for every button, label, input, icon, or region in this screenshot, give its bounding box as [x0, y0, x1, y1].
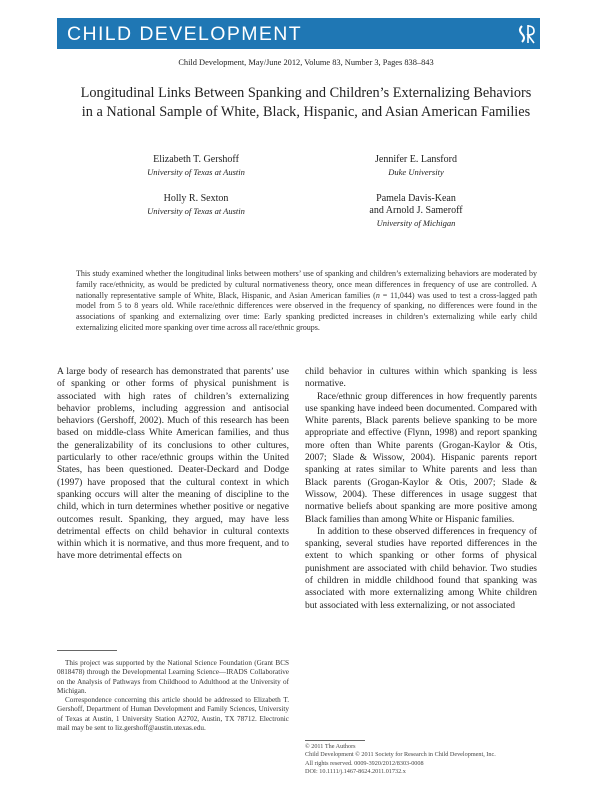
article-title: Longitudinal Links Between Spanking and Children’s Externalizing Behaviors in a National Sample of White, Black, Hispanic, and Asian American Families	[80, 85, 532, 120]
abstract-text: This study examined whether the longitudinal links between mothers’ use of spanking and children’s externalizing behaviors are moderated by family race/ethnicity, as would be predicted by cultural normativeness theory, once mean differences in frequency of use are controlled. A nationally representative sample of White, Black, Hispanic, and Asian American families (	[76, 269, 537, 300]
body-paragraph: Race/ethnic group differences in how frequently parents use spanking have indeed been documented. Compared with White parents, Black parents believe spanking to be more appropriate and effective (Flynn, 1998) and report spanking more often than White parents (Grogan-Kaylor & Otis, 2007; Slade & Wissow, 2004). Hispanic parents report spanking at rates similar to White parents and less than Black parents (Grogan-Kaylor & Otis, 2007; Slade & Wissow, 2004). These differences in usage suggest that normative beliefs about spanking are more positive among Black families than among White or Hispanic families.	[305, 391, 537, 525]
author-affiliation: Duke University	[388, 167, 444, 177]
abstract-n-symbol: n	[375, 290, 380, 300]
body-paragraph: In addition to these observed differences in frequency of spanking, several studies have reported differences in the extent to which spanking or other forms of physical punishment are associated with child behavior. Two studies of children in middle childhood found that spanking was associated with more externalizing among White children but associated with less externalizing, or not associated	[305, 526, 537, 611]
author-block	[96, 193, 296, 217]
copyright-block	[305, 743, 540, 777]
body-column-right	[305, 366, 537, 612]
abstract-text: = 11,044) was used to test a cross-lagged path model from 5 to 8 years old. While race/ethnic differences were observed in the frequency of spanking, no differences were found in the associations of spanking and externalizing over time: Early spanking predicted increases in children’s externalizing while early child externalizing elicited more spanking over time across all race/ethnic groups.	[76, 290, 538, 332]
author-name: and Arnold J. Sameroff	[369, 205, 463, 216]
author-name: Holly R. Sexton	[163, 193, 229, 204]
copyright-line: Child Development © 2011 Society for Research in Child Development, Inc.	[305, 751, 496, 759]
author-name: Jennifer E. Lansford	[375, 154, 457, 165]
footnote-divider	[57, 650, 117, 651]
journal-name: CHILD DEVELOPMENT	[67, 23, 303, 45]
body-column-left	[57, 366, 289, 563]
copyright-divider	[305, 740, 365, 741]
copyright-line: © 2011 The Authors	[305, 743, 356, 750]
author-name: Pamela Davis-Kean	[376, 193, 456, 204]
citation-line: Child Development, May/June 2012, Volume 83, Number 3, Pages 838–843	[178, 58, 434, 67]
footnote-funding: This project was supported by the National Science Foundation (Grant BCS 0818478) through the Developmental Learning Science—IRADS Collaborative on the Analysis of Pathways from Childhood to Adulthood at the University of Michigan.	[57, 659, 289, 695]
footnote-correspondence: Correspondence concerning this article should be addressed to Elizabeth T. Gershoff, Department of Human Development and Family Sciences, University of Texas at Austin, 1 University Station A2702, Austin, TX 78712. Electronic mail may be sent to liz.gershoff@austin.utexas.edu.	[57, 696, 289, 733]
footnotes	[57, 659, 289, 733]
srcd-logo-icon	[516, 22, 540, 46]
author-affiliation: University of Texas at Austin	[147, 206, 245, 216]
doi-line: DOI: 10.1111/j.1467-8624.2011.01732.x	[305, 768, 406, 776]
body-paragraph: A large body of research has demonstrated that parents’ use of spanking or other forms of physical punishment is associated with high rates of children’s externalizing behavior problems, including aggression and antisocial behaviors (Gershoff, 2002). Much of this research has been based on middle-class White American families, and thus the generalizability of its conclusions to other cultures, particularly to other race/ethnic groups within the United States, has been questioned. Deater-Deckard and Dodge (1997) have proposed that the cultural context in which spanking occurs will alter the meaning of discipline to the child, which in turn determines whether positive or negative outcomes result. Spanking, they argued, may have less detrimental effects on child behavior in cultural contexts within which it is normative, and thus more frequent, and to have more detrimental effects on	[57, 367, 289, 562]
author-affiliation: University of Michigan	[376, 218, 456, 228]
author-block	[316, 154, 516, 178]
author-name: Elizabeth T. Gershoff	[153, 154, 239, 165]
author-block	[316, 193, 516, 229]
abstract	[76, 269, 537, 334]
author-block	[96, 154, 296, 178]
body-paragraph: child behavior in cultures within which spanking is less normative.	[305, 367, 537, 390]
author-affiliation: University of Texas at Austin	[147, 167, 245, 177]
copyright-line: All rights reserved. 0009-3920/2012/8303-0008	[305, 759, 424, 767]
journal-banner	[57, 18, 540, 49]
